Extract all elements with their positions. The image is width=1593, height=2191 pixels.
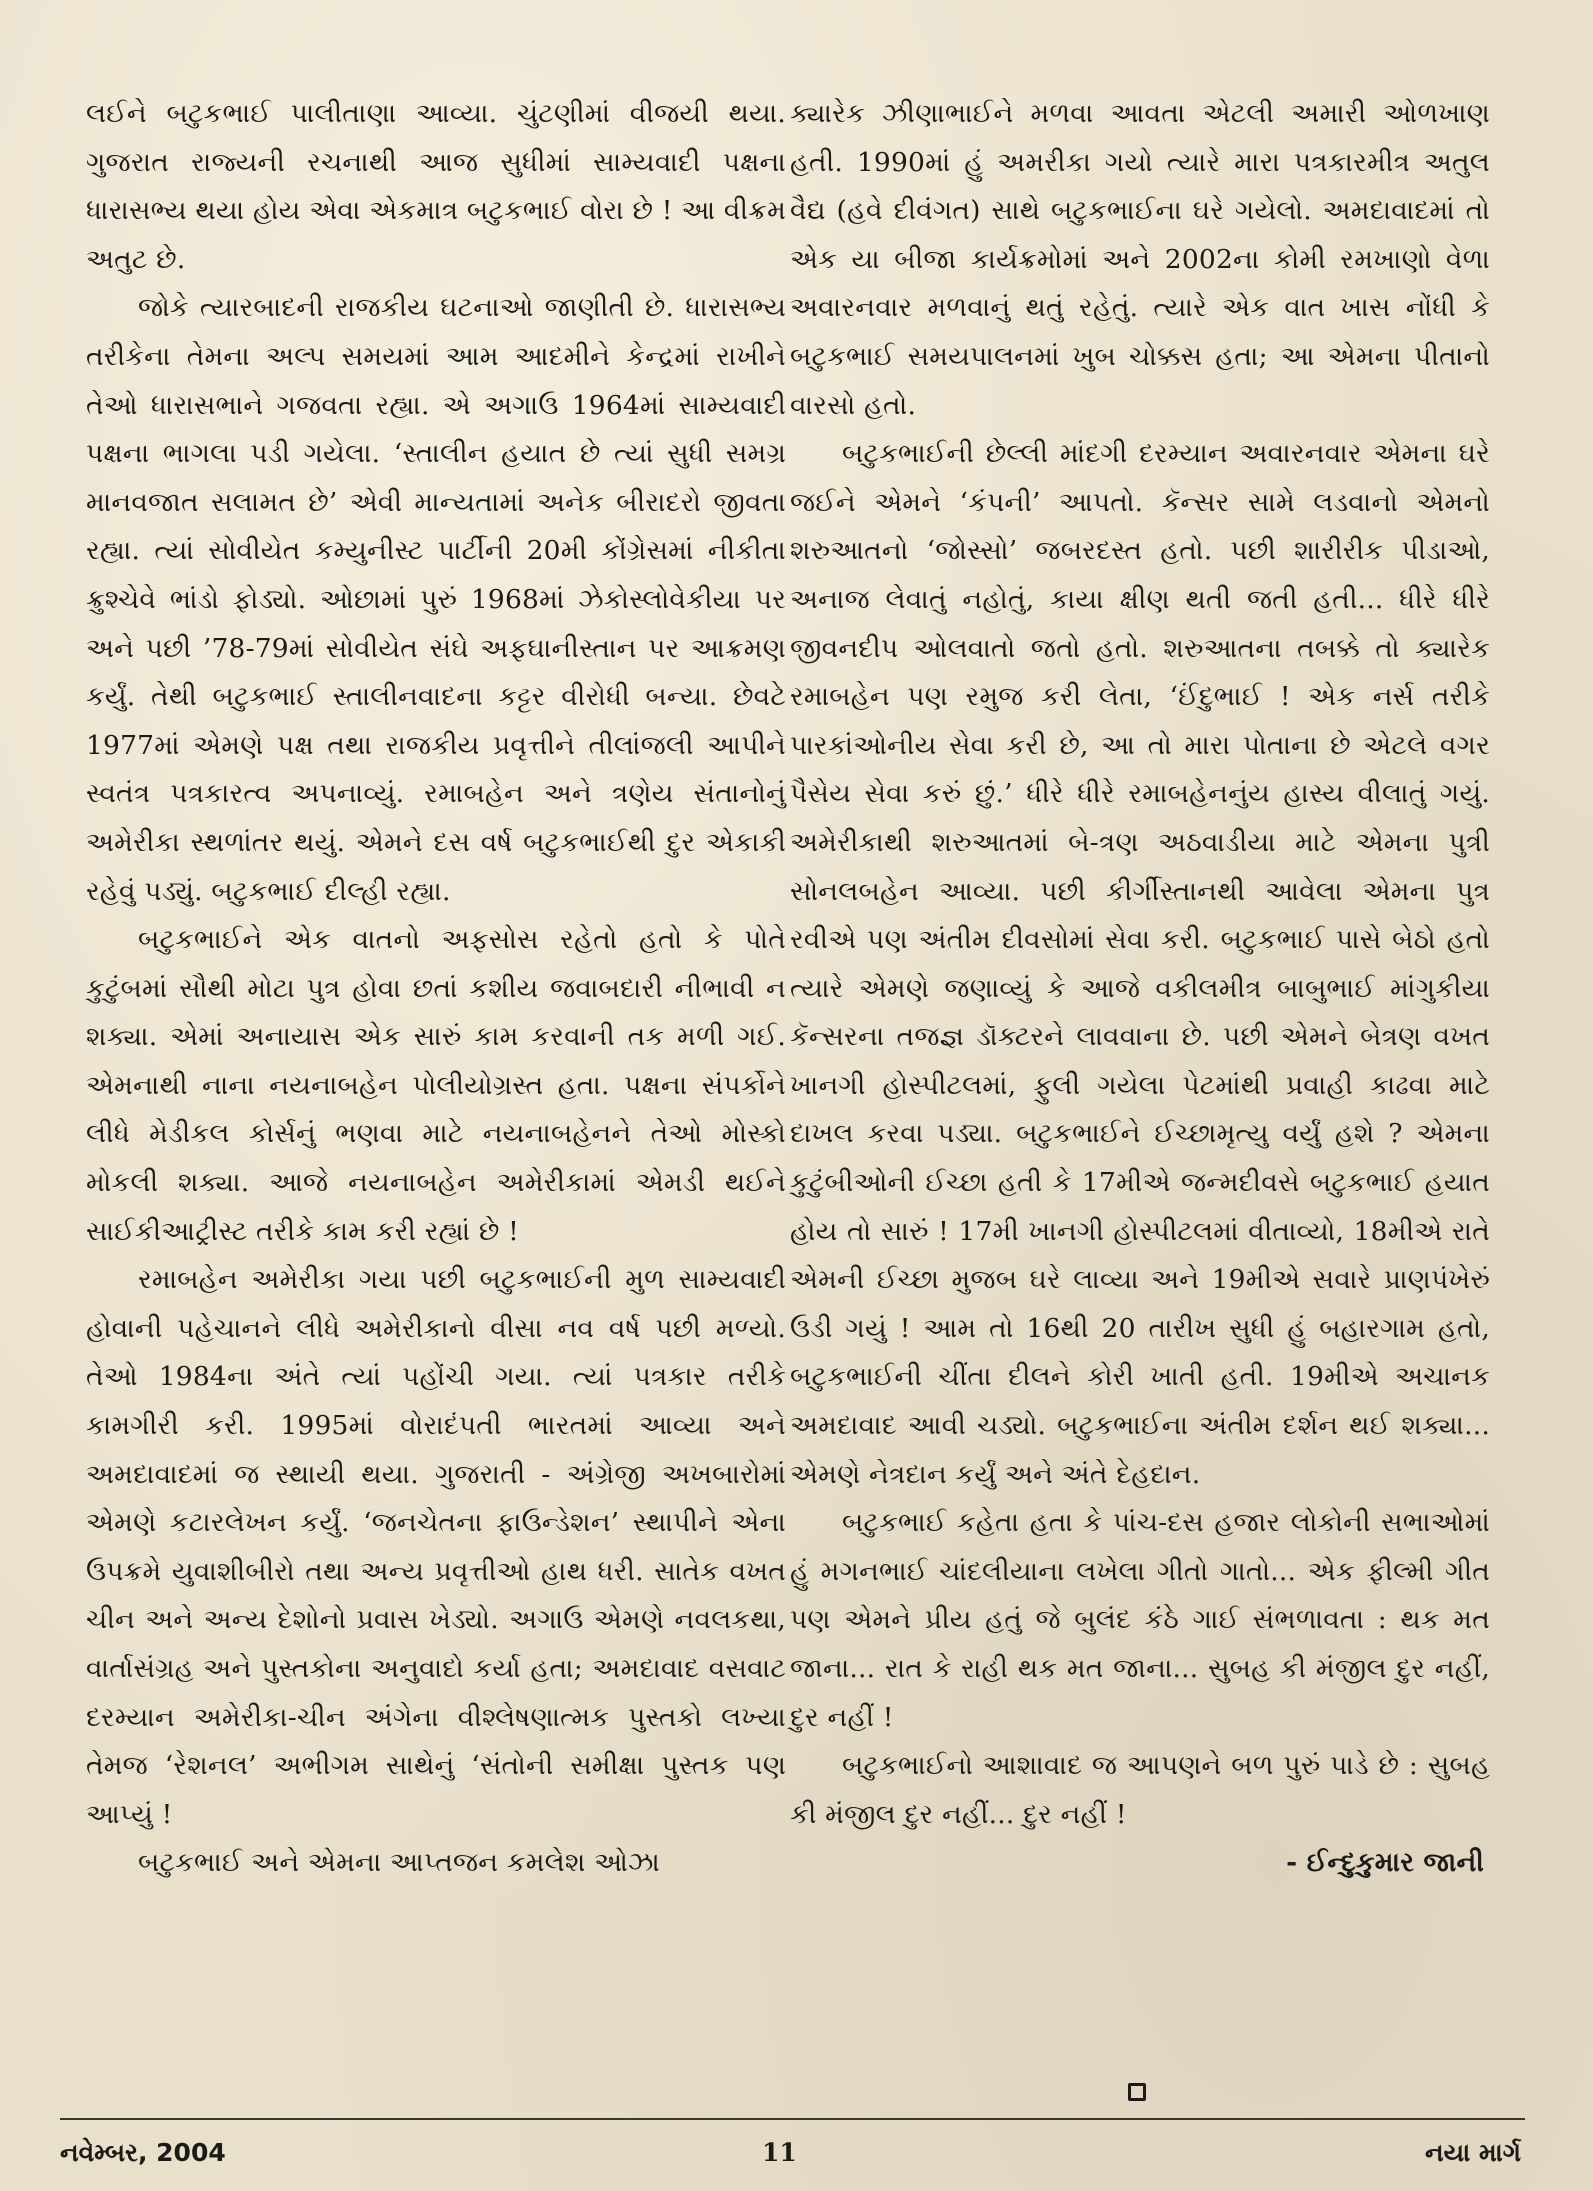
article-column-right [790, 90, 1490, 1888]
paragraph: બટુકભાઈને એક વાતનો અફસોસ રહેતો હતો કે પોતે કુટુંબમાં સૌથી મોટા પુત્ર હોવા છતાં કશીય જવાબદારી નીભાવી ન શક્યા. એમાં અનાયાસ એક સારું કામ કરવાની તક મળી ગઈ. એમનાથી નાના નયનાબહેન પોલીયોગ્રસ્ત હતા. પક્ષના સંપર્કોને લીધે મેડીકલ કોર્સનું ભણવા માટે નયનાબહેનને તેઓ મોસ્કો મોકલી શક્યા. આજે નયનાબહેન અમેરીકામાં એમડી થઈને સાઈકીઆટ્રીસ્ટ તરીકે કામ કરી રહ્યાં છે ! [86, 924, 786, 1247]
article-column-left [86, 90, 786, 1888]
paragraph: બટુકભાઈની છેલ્લી માંદગી દરમ્યાન અવારનવાર એમના ઘરે જઈને એમને ‘કંપની’ આપતો. કૅન્સર સામે લડવાનો એમનો શરુઆતનો ‘જોસ્સો’ જબરદસ્ત હતો. પછી શારીરીક પીડાઓ, અનાજ લેવાતું નહોતું, કાયા ક્ષીણ થતી જતી હતી... ધીરે ધીરે જીવનદીપ ઓલવાતો જતો હતો. શરુઆતના તબક્કે તો ક્યારેક રમાબહેન પણ રમુજ કરી લેતા, ‘ઈંદુભાઈ ! એક નર્સ તરીકે પારકાંઓનીય સેવા કરી છે, આ તો મારા પોતાના છે એટલે વગર પૈસેય સેવા કરું છું.’ ધીરે ધીરે રમાબહેનનુંય હાસ્ય વીલાતું ગયું. અમેરીકાથી શરુઆતમાં બે-ત્રણ અઠવાડીયા માટે એમના પુત્રી સોનલબહેન આવ્યા. પછી કીર્ગીસ્તાનથી આવેલા એમના પુત્ર રવીએ પણ અંતીમ દીવસોમાં સેવા કરી. બટુકભાઈ પાસે બેઠો હતો ત્યારે એમણે જણાવ્યું કે આજે વકીલમીત્ર બાબુભાઈ માંગુકીયા કૅન્સરના તજજ્ઞ ડૉક્ટરને લાવવાના છે. પછી એમને બેત્રણ વખત ખાનગી હોસ્પીટલમાં, ફુલી ગયેલા પેટમાંથી પ્રવાહી કાઢવા માટે દાખલ કરવા પડ્યા. બટુકભાઈને ઈચ્છામૃત્યુ વર્યું હશે ? એમના કુટુંબીઓની ઈચ્છા હતી કે 17મીએ જન્મદીવસે બટુકભાઈ હયાત હોય તો સારું ! 17મી ખાનગી હોસ્પીટલમાં વીતાવ્યો, 18મીએ રાતે એમની ઈચ્છા મુજબ ઘરે લાવ્યા અને 19મીએ સવારે પ્રાણપંખેરું ઉડી ગયું ! આમ તો 16થી 20 તારીખ સુધી હું બહારગામ હતો, બટુકભાઈની ચીંતા દીલને કોરી ખાતી હતી. 19મીએ અચાનક અમદાવાદ આવી ચડ્યો. બટુકભાઈના અંતીમ દર્શન થઈ શક્યા... એમણે નેત્રદાન કર્યું અને અંતે દેહદાન. [790, 438, 1490, 1490]
paragraph: રમાબહેન અમેરીકા ગયા પછી બટુકભાઈની મુળ સામ્યવાદી હોવાની પહેચાનને લીધે અમેરીકાનો વીસા નવ વર્ષ પછી મળ્યો. તેઓ 1984ના અંતે ત્યાં પહોંચી ગયા. ત્યાં પત્રકાર તરીકે કામગીરી કરી. 1995માં વોરાદંપતી ભારતમાં આવ્યા અને અમદાવાદમાં જ સ્થાયી થયા. ગુજરાતી - અંગ્રેજી અખબારોમાં એમણે કટારલેખન કર્યું. ‘જનચેતના ફાઉન્ડેશન’ સ્થાપીને એના ઉપક્રમે યુવાશીબીરો તથા અન્ય પ્રવૃત્તીઓ હાથ ધરી. સાતેક વખત ચીન અને અન્ય દેશોનો પ્રવાસ ખેડ્યો. અગાઉ એમણે નવલકથા, વાર્તાસંગ્રહ અને પુસ્તકોના અનુવાદો કર્યા હતા; અમદાવાદ વસવાટ દરમ્યાન અમેરીકા-ચીન અંગેના વીશ્લેષણાત્મક પુસ્તકો લખ્યા તેમજ ‘રેશનલ’ અભીગમ સાથેનું ‘સંતોની સમીક્ષા પુસ્તક પણ આપ્યું ! [86, 1264, 786, 1830]
footer-date: નવેમ્બર, 2004 [60, 2138, 226, 2167]
end-of-article-icon [1128, 2083, 1146, 2101]
paragraph: જોકે ત્યારબાદની રાજકીય ઘટનાઓ જાણીતી છે. ધારાસભ્ય તરીકેના તેમના અલ્પ સમયમાં આમ આદમીને કેન્દ્રમાં રાખીને તેઓ ધારાસભાને ગજવતા રહ્યા. એ અગાઉ 1964માં સામ્યવાદી પક્ષના ભાગલા પડી ગયેલા. ‘સ્તાલીન હયાત છે ત્યાં સુધી સમગ્ર માનવજાત સલામત છે’ એવી માન્યતામાં અનેક બીરાદરો જીવતા રહ્યા. ત્યાં સોવીયેત કમ્યુનીસ્ટ પાર્ટીની 20મી કોંગ્રેસમાં નીકીતા ક્રુશ્ચેવે ભાંડો ફોડ્યો. ઓછામાં પુરું 1968માં ઝેકોસ્લોવેકીયા પર અને પછી ’78-79માં સોવીયેત સંઘે અફઘાનીસ્તાન પર આક્રમણ કર્યું. તેથી બટુકભાઈ સ્તાલીનવાદના કટ્ટર વીરોધી બન્યા. છેવટે 1977માં એમણે પક્ષ તથા રાજકીય પ્રવૃત્તીને તીલાંજલી આપીને સ્વતંત્ર પત્રકારત્વ અપનાવ્યું. રમાબહેન અને ત્રણેય સંતાનોનું અમેરીકા સ્થળાંતર થયું. એમને દસ વર્ષ બટુકભાઈથી દુર એકાકી રહેવું પડ્યું. બટુકભાઈ દીલ્હી રહ્યા. [86, 292, 786, 907]
magazine-title: નયા માર્ગ [1425, 2138, 1521, 2167]
author-signature: - ઈન્દુકુમાર જાની [1286, 1847, 1484, 1879]
paragraph: લઈને બટુકભાઈ પાલીતાણા આવ્યા. ચુંટણીમાં વીજયી થયા. ગુજરાત રાજ્યની રચનાથી આજ સુધીમાં સામ્યવાદી પક્ષના ધારાસભ્ય થયા હોય એવા એકમાત્ર બટુકભાઈ વોરા છે ! આ વીક્રમ અતુટ છે. [86, 98, 786, 275]
paragraph: ક્યારેક ઝીણાભાઈને મળવા આવતા એટલી અમારી ઓળખાણ હતી. 1990માં હું અમરીકા ગયો ત્યારે મારા પત્રકારમીત્ર અતુલ વૈદ્ય (હવે દીવંગત) સાથે બટુકભાઈના ઘરે ગયેલો. અમદાવાદમાં તો એક યા બીજા કાર્યક્રમોમાં અને 2002ના કોમી રમખાણો વેળા અવારનવાર મળવાનું થતું રહેતું. ત્યારે એક વાત ખાસ નોંધી કે બટુકભાઈ સમયપાલનમાં ખુબ ચોક્કસ હતા; આ એમના પીતાનો વારસો હતો. [790, 98, 1490, 421]
page-number: 11 [762, 2138, 797, 2167]
paragraph: બટુકભાઈ કહેતા હતા કે પાંચ-દસ હજાર લોકોની સભાઓમાં હું મગનભાઈ ચાંદલીયાના લખેલા ગીતો ગાતો... એક ફીલ્મી ગીત પણ એમને પ્રીય હતું જે બુલંદ કંઠે ગાઈ સંભળાવતા : થક મત જાના... રાત કે રાહી થક મત જાના... સુબહ કી મંજીલ દુર નહીં, દુર નહીં ! [790, 1507, 1490, 1733]
paragraph: બટુકભાઈ અને એમના આપ્તજન કમલેશ ઓઝા [138, 1847, 660, 1879]
paragraph: બટુકભાઈનો આશાવાદ જ આપણને બળ પુરું પાડે છે : સુબહ કી મંજીલ દુર નહીં... દુર નહીં ! [790, 1750, 1490, 1830]
footer-divider [60, 2118, 1525, 2120]
